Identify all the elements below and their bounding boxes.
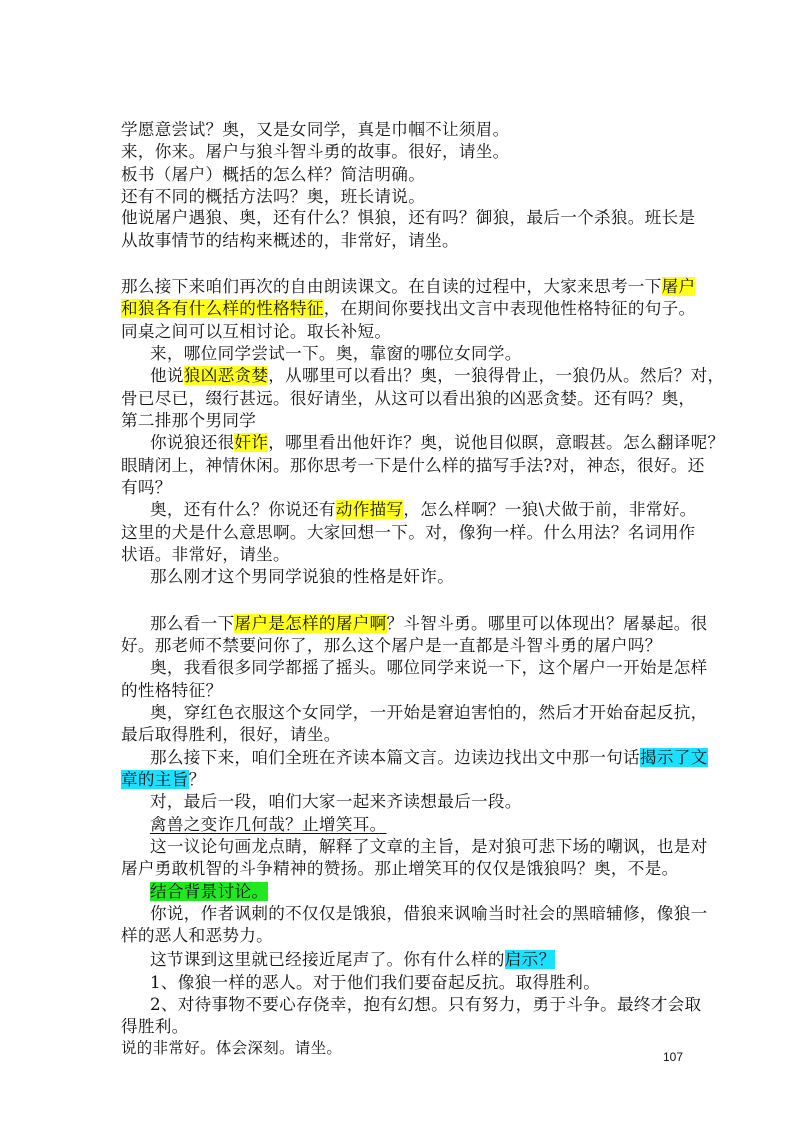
text-line: 奥，还有什么？你说还有动作描写，怎么样啊？一狼\犬做于前，非常好。 (150, 500, 697, 519)
highlight-yellow: 屠户是怎样的屠户啊 (234, 614, 387, 633)
text-line: 奥，穿红色衣服这个女同学，一开始是窘迫害怕的，然后才开始奋起反抗， (150, 703, 708, 722)
page-number: 107 (663, 1050, 684, 1064)
text-line: 和狼各有什么样的性格特征，在期间你要找出文言中表现他性格特征的句子。 (121, 299, 696, 318)
text-line: 有吗？ (121, 478, 172, 497)
text-line: 那么刚才这个男同学说狼的性格是奸诈。 (150, 567, 455, 586)
text-line: 对，最后一段，咱们大家一起来齐读想最后一段。 (150, 792, 522, 811)
text-line: 你说，作者讽刺的不仅仅是饿狼，借狼来讽喻当时社会的黑暗辅修，像狼一 (150, 904, 708, 923)
highlight-yellow: 奸诈 (234, 433, 269, 452)
text-line: 来，你来。屠户与狼斗智斗勇的故事。很好，请坐。 (121, 142, 510, 161)
highlight-yellow: 狼凶恶贪婪 (183, 366, 269, 385)
text-line: 说的非常好。体会深刻。请坐。 (121, 1039, 343, 1057)
text-line (150, 813, 691, 837)
text-line: 学愿意尝试？奥，又是女同学，真是巾帼不让须眉。 (121, 120, 510, 139)
text-line: 他说屠户遇狼、奥，还有什么？惧狼，还有吗？御狼，最后一个杀狼。班长是 (121, 208, 696, 227)
text-line: 样的恶人和恶势力。 (121, 926, 274, 945)
text-line: 眼睛闭上，神情休闲。那你思考一下是什么样的描写手法?对，神态，很好。还 (121, 456, 705, 475)
highlight-cyan: 启示？ (504, 950, 556, 969)
text-line: 奥，我看很多同学都摇了摇头。哪位同学来说一下，这个屠户一开始是怎样 (150, 658, 708, 677)
text-line: 同桌之间可以互相讨论。取长补短。 (121, 322, 392, 341)
highlight-yellow: 屠户 (661, 277, 696, 296)
highlight-cyan: 揭示了文 (639, 748, 708, 767)
highlight-green: 结合背景讨论。 (150, 882, 269, 901)
text-line: 这里的犬是什么意思啊。大家回想一下。对，像狗一样。什么用法？名词用作 (121, 523, 696, 542)
underlined-quote: 禽兽之变诈几何哉？止增笑耳。 (150, 815, 387, 834)
text-line: 得胜利。 (121, 1017, 189, 1036)
highlight-yellow: 和狼各有什么样的性格特征 (121, 299, 324, 318)
text-line: 板书（屠户）概括的怎么样？简洁明确。 (121, 165, 426, 184)
highlight-yellow: 动作描写 (335, 500, 404, 519)
text-line: 这一议论句画龙点睛，解释了文章的主旨，是对狼可悲下场的嘲讽，也是对 (150, 837, 708, 856)
text-line: 的性格特征？ (121, 681, 223, 700)
highlight-cyan: 章的主旨 (121, 770, 189, 789)
text-line: 那么接下来，咱们全班在齐读本篇文言。边读边找出文中那一句话揭示了文 (150, 748, 708, 767)
text-line: 2、对待事物不要心存侥幸，抱有幻想。只有努力，勇于斗争。最终才会取 (150, 995, 702, 1014)
text-line: 你说狼还很奸诈，哪里看出他奸诈？奥，说他目似瞑，意暇甚。怎么翻译呢？ (150, 433, 725, 452)
text-line: 他说狼凶恶贪婪，从哪里可以看出？奥，一狼得骨止，一狼仍从。然后？对， (150, 366, 725, 385)
text-line: 这节课到这里就已经接近尾声了。你有什么样的启示？ (150, 950, 556, 969)
text-line: 好。那老师不禁要问你了，那么这个屠户是一直都是斗智斗勇的屠户吗？ (121, 636, 662, 655)
text-line: 骨已尽已，缀行甚远。很好请坐，从这可以看出狼的凶恶贪婪。还有吗？奥， (121, 389, 696, 408)
text-line: 那么看一下屠户是怎样的屠户啊？斗智斗勇。哪里可以体现出？屠暴起。很 (150, 614, 708, 633)
text-line: 屠户勇敢机智的斗争精神的赞扬。那止增笑耳的仅仅是饿狼吗？奥，不是。 (121, 859, 679, 878)
text-line: 还有不同的概括方法吗？奥，班长请说。 (121, 187, 426, 206)
text-line: 1、像狼一样的恶人。对于他们我们要奋起反抗。取得胜利。 (150, 973, 601, 992)
text-line: 第二排那个男同学 (121, 411, 257, 430)
text-line: 章的主旨？ (121, 770, 206, 789)
text-line: 从故事情节的结构来概述的，非常好，请坐。 (121, 231, 459, 250)
text-line: 来，哪位同学尝试一下。奥，靠窗的哪位女同学。 (150, 344, 522, 363)
text-line: 最后取得胜利，很好，请坐。 (121, 725, 341, 744)
text-line: 那么接下来咱们再次的自由朗读课文。在自读的过程中，大家来思考一下屠户 (121, 277, 696, 296)
text-line: 状语。非常好，请坐。 (121, 545, 290, 564)
text-line (150, 880, 691, 904)
